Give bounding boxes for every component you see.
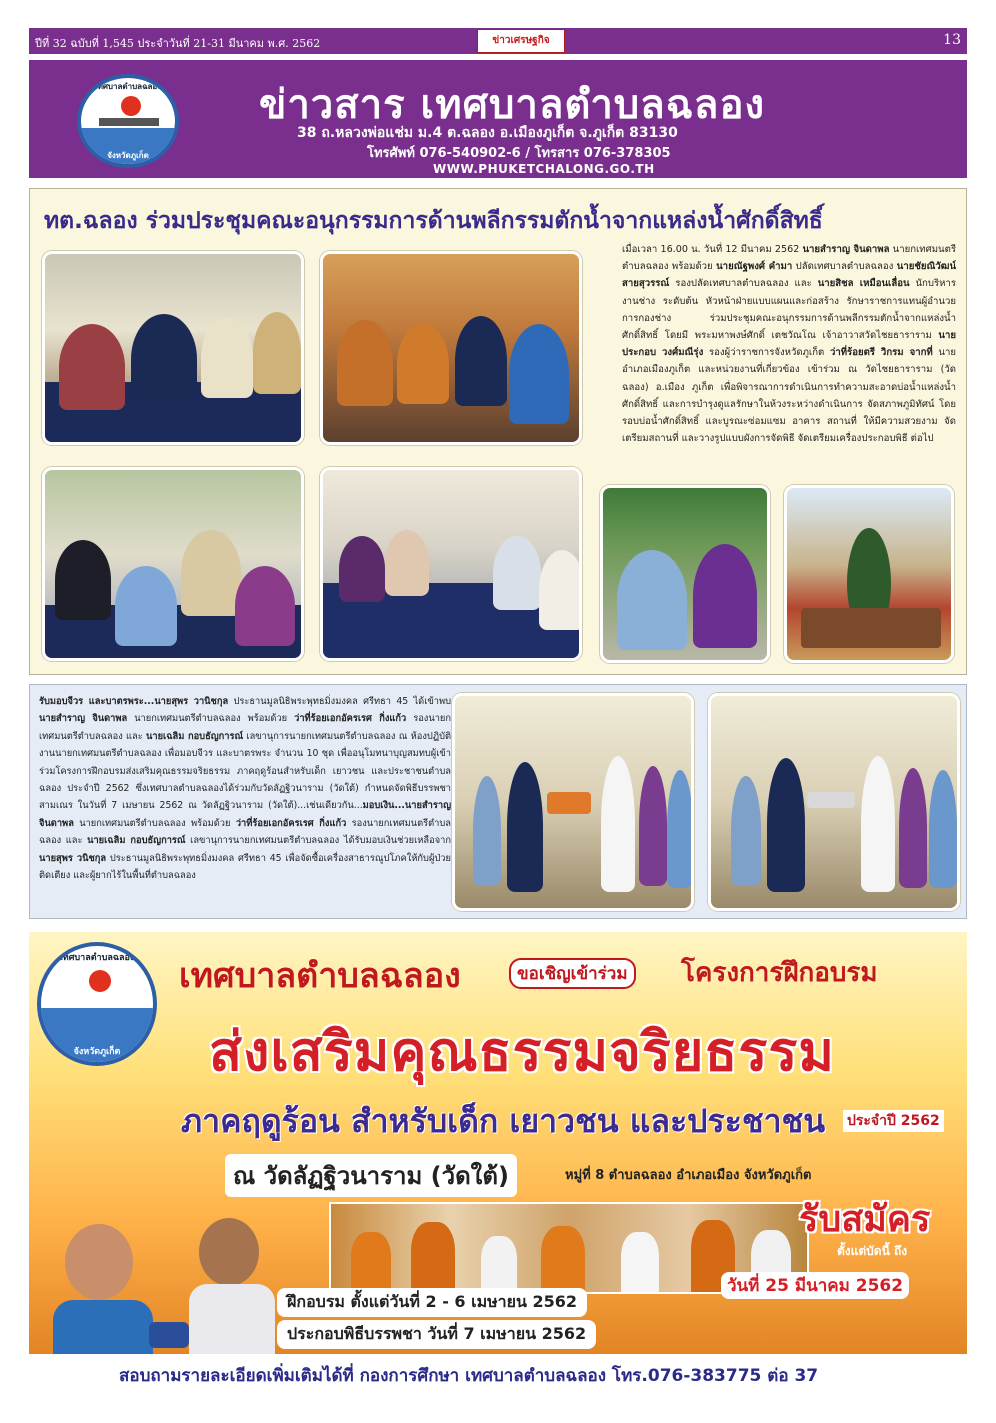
seal-top-text: เทศบาลตำบลฉลอง [59,953,135,963]
story-body [622,241,956,447]
meeting-photo-1 [42,251,304,445]
bold-name-run: นายณัฐพงศ์ คำมา [716,261,793,273]
seal-top-text: เทศบาลตำบลฉลอง [94,82,162,91]
poster-contact: สอบถามรายละเอียดเพิ่มเติมได้ที่ กองการศึกษา เทศบาลตำบลฉลอง โทร.076-383775 ต่อ 37 [119,1366,819,1386]
text-run: เมื่อเวลา 16.00 น. วันที่ 12 มีนาคม 2562 [622,244,803,255]
bold-name-run: นายสิชล เหมือนเลื่อน [817,278,910,290]
text-run: ปลัดเทศบาลตำบลฉลอง [792,261,897,273]
bold-name-run: มอบเงิน...นายสำราญ จินดาพล [39,800,451,829]
poster-season: ภาคฤดูร้อน สำหรับเด็ก เยาวชน และประชาชน [181,1102,826,1140]
bold-name-run: นายสำราญ จินดาพล [39,713,128,725]
donation-story [29,684,967,919]
text-run: รองผู้ว่าราชการจังหวัดภูเก็ต [703,347,830,359]
bold-name-run: นายสำราญ จินดาพล [802,244,890,255]
poster-location: หมู่ที่ 8 ตำบลฉลอง อำเภอเมือง จังหวัดภูเก็ต [565,1168,812,1183]
poster-venue: ณ วัดลัฏฐิวนาราม (วัดใต้) [233,1162,509,1190]
masthead [29,60,967,178]
meeting-photo-4 [320,467,582,661]
masthead-website[interactable]: WWW.PHUKETCHALONG.GO.TH [433,162,655,176]
text-run: นายกเทศมนตรีตำบลฉลอง พร้อมด้วย [622,244,956,273]
donation-photo-2 [708,693,960,911]
donation-photo-1 [452,693,694,911]
story-headline: ทต.ฉลอง ร่วมประชุมคณะอนุกรรมการด้านพลีกรรมตักน้ำจากแหล่งน้ำศักดิ์สิทธิ์ [44,208,823,234]
text-run: เลขานุการนายกเทศมนตรีตำบลฉลอง ได้รับมอบเงินช่วยเหลือจาก [185,835,451,847]
page-number: 13 [943,32,961,48]
seal-bottom-text: จังหวัดภูเก็ต [73,1047,121,1057]
masthead-phone: โทรศัพท์ 076-540902-6 / โทรสาร 076-378305 [367,146,671,161]
text-run: ประธานมูลนิธิพระพุทธมิ่งมงคล ศรีทธา 45 เพื่อจัดซื้อเครื่องสาธารณูปโภคให้กับผู้ป่วยติดเตียง และผู้ยากไร้ในพื้นที่ตำบลฉลอง [39,852,451,882]
bold-name-run: นายเฉลิม กอบธัญการณ์ [146,730,244,742]
text-run: เลขานุการนายกเทศมนตรีตำบลฉลอง ณ ห้องปฏิบัติงานนายกเทศมนตรีตำบลฉลอง เพื่อมอบจีวร และบาตรพระ จำนวน 10 ชุด เพื่ออนุโมทนาบุญสมทบผู้เข้าร่วมโครงการฝึกอบรมส่งเสริมคุณธรรมจริยธรรม ภาคฤดูร้อนสำหรับเด็ก เยาวชน และประชาชนตำบลฉลอง ประจำปี 2562 ซึ่งเทศบาลตำบลฉลองได้ร่วมกับวัดลัฏฐิวนาราม (วัดใต้) กำหนดจัดพิธีบรรพชาสามเณร ในวันที่ 7 เมษายน 2562 ณ วัดลัฏฐิวนาราม (วัดใต้)...เช่นเดียวกัน... [39,730,452,812]
issue-strip [29,28,967,54]
poster-deadline: วันที่ 25 มีนาคม 2562 [721,1272,909,1299]
bold-name-run: นายประกอบ วงศ์มณีรุ่ง [622,330,956,359]
issue-line: ปีที่ 32 ฉบับที่ 1,545 ประจำวันที่ 21-31 มีนาคม พ.ศ. 2562 [35,37,321,50]
masthead-title: ข่าวสาร เทศบาลตำบลฉลอง [259,82,765,128]
meeting-photo-3 [42,467,304,661]
poster-project: โครงการฝึกอบรม [681,958,878,988]
text-run: นายอำเภอเมืองภูเก็ต และหน่วยงานที่เกี่ยวข้อง เข้าร่วม ณ วัดไชยธาราราม (วัดฉลอง) อ.เมือง ภูเก็ต เพื่อพิจารณาการดำเนินการทำความสะอาดบ่อน้ำแหล่งน้ำศักดิ์สิทธิ์ และการบำรุงดูแลรักษาในห้วงระหว่างดำเนินการ จัดสภาพภูมิทัศน์ โดยรอบบ่อน้ำศักดิ์สิทธิ์ และบูรณะซ่อมแซม อาคาร สถานที่ ให้มีความสวยงาม จัดเตรียมสถานที่ และวางรูปแบบผังการจัดพิธี จัดเตรียมเครื่องประกอบพิธี ต่อไป [622,347,956,445]
poster-invite: ขอเชิญเข้าร่วม [509,958,636,989]
bold-name-run: ว่าที่ร้อยตรี วิกรม จากที่ [829,347,933,359]
text-run: นักบริหารงานช่าง ระดับต้น หัวหน้าฝ่ายแบบแผนและก่อสร้าง รักษาราชการแทนผู้อำนวยการกองช่าง ร่วมประชุมคณะอนุกรรมการด้านพลีกรรมตักน้ำจากแหล่งน้ำศักดิ์สิทธิ์ โดยมี พระมหาพงษ์ศักดิ์ เตชวัณโณ เจ้าอาวาสวัดไชยธาราราม [622,278,956,342]
temple-photo [784,485,954,663]
text-run: นายกเทศมนตรีตำบลฉลอง พร้อมด้วย [127,713,295,725]
poster-training-dates: ฝึกอบรม ตั้งแต่วันที่ 2 - 6 เมษายน 2562 [277,1288,587,1317]
story-body [39,693,451,884]
bold-name-run: ว่าที่ร้อยเอกอัครเรศ กิ่งแก้ว [235,817,347,829]
poster-org: เทศบาลตำบลฉลอง [179,956,461,996]
text-run: นายกเทศมนตรีตำบลฉลอง พร้อมด้วย [73,817,236,829]
text-run: รองปลัดเทศบาลตำบลฉลอง และ [669,278,818,290]
bold-name-run: ว่าที่ร้อยเอกอัครเรศ กิ่งแก้ว [294,713,407,725]
meeting-photo-2 [320,251,582,445]
municipality-seal-icon [37,942,157,1066]
meeting-story [29,188,967,675]
publication-logo [477,29,565,53]
poster-contact-bar [29,1354,967,1394]
bold-name-run: นายชัยณิวัฒน์ สายสุวรรณ์ [622,261,957,290]
text-run: รองนายกเทศมนตรีตำบลฉลอง และ [39,817,451,847]
meeting-photo-5 [600,485,770,663]
publication-name: ข่าวเศรษฐกิจ [492,35,550,46]
bold-name-run: รับมอบจีวร และบาตรพระ...นายสุพร วานิชกุล [39,696,229,707]
poster-venue-box [225,1154,517,1197]
poster-ordination-date: ประกอบพิธีบรรพชา วันที่ 7 เมษายน 2562 [277,1320,596,1349]
poster-from-now: ตั้งแต่บัดนี้ ถึง [837,1244,908,1258]
masthead-address: 38 ถ.หลวงพ่อแช่ม ม.4 ต.ฉลอง อ.เมืองภูเก็ต จ.ภูเก็ต 83130 [297,125,678,141]
municipality-seal-icon [77,74,179,168]
poster-year: ประจำปี 2562 [843,1110,944,1132]
text-run: รองนายกเทศมนตรีตำบลฉลอง และ [39,713,451,742]
training-poster [29,932,967,1394]
poster-main-title: ส่งเสริมคุณธรรมจริยธรรม [209,1020,835,1083]
text-run: ประธานมูลนิธิพระพุทธมิ่งมงคล ศรีทธา 45 ได้เข้าพบ [228,696,451,707]
bold-name-run: นายสุพร วนิชกุล [39,852,107,864]
poster-register: รับสมัคร [799,1199,931,1240]
bold-name-run: นายเฉลิม กอบธัญการณ์ [87,835,186,847]
seal-bottom-text: จังหวัดภูเก็ต [107,151,149,160]
